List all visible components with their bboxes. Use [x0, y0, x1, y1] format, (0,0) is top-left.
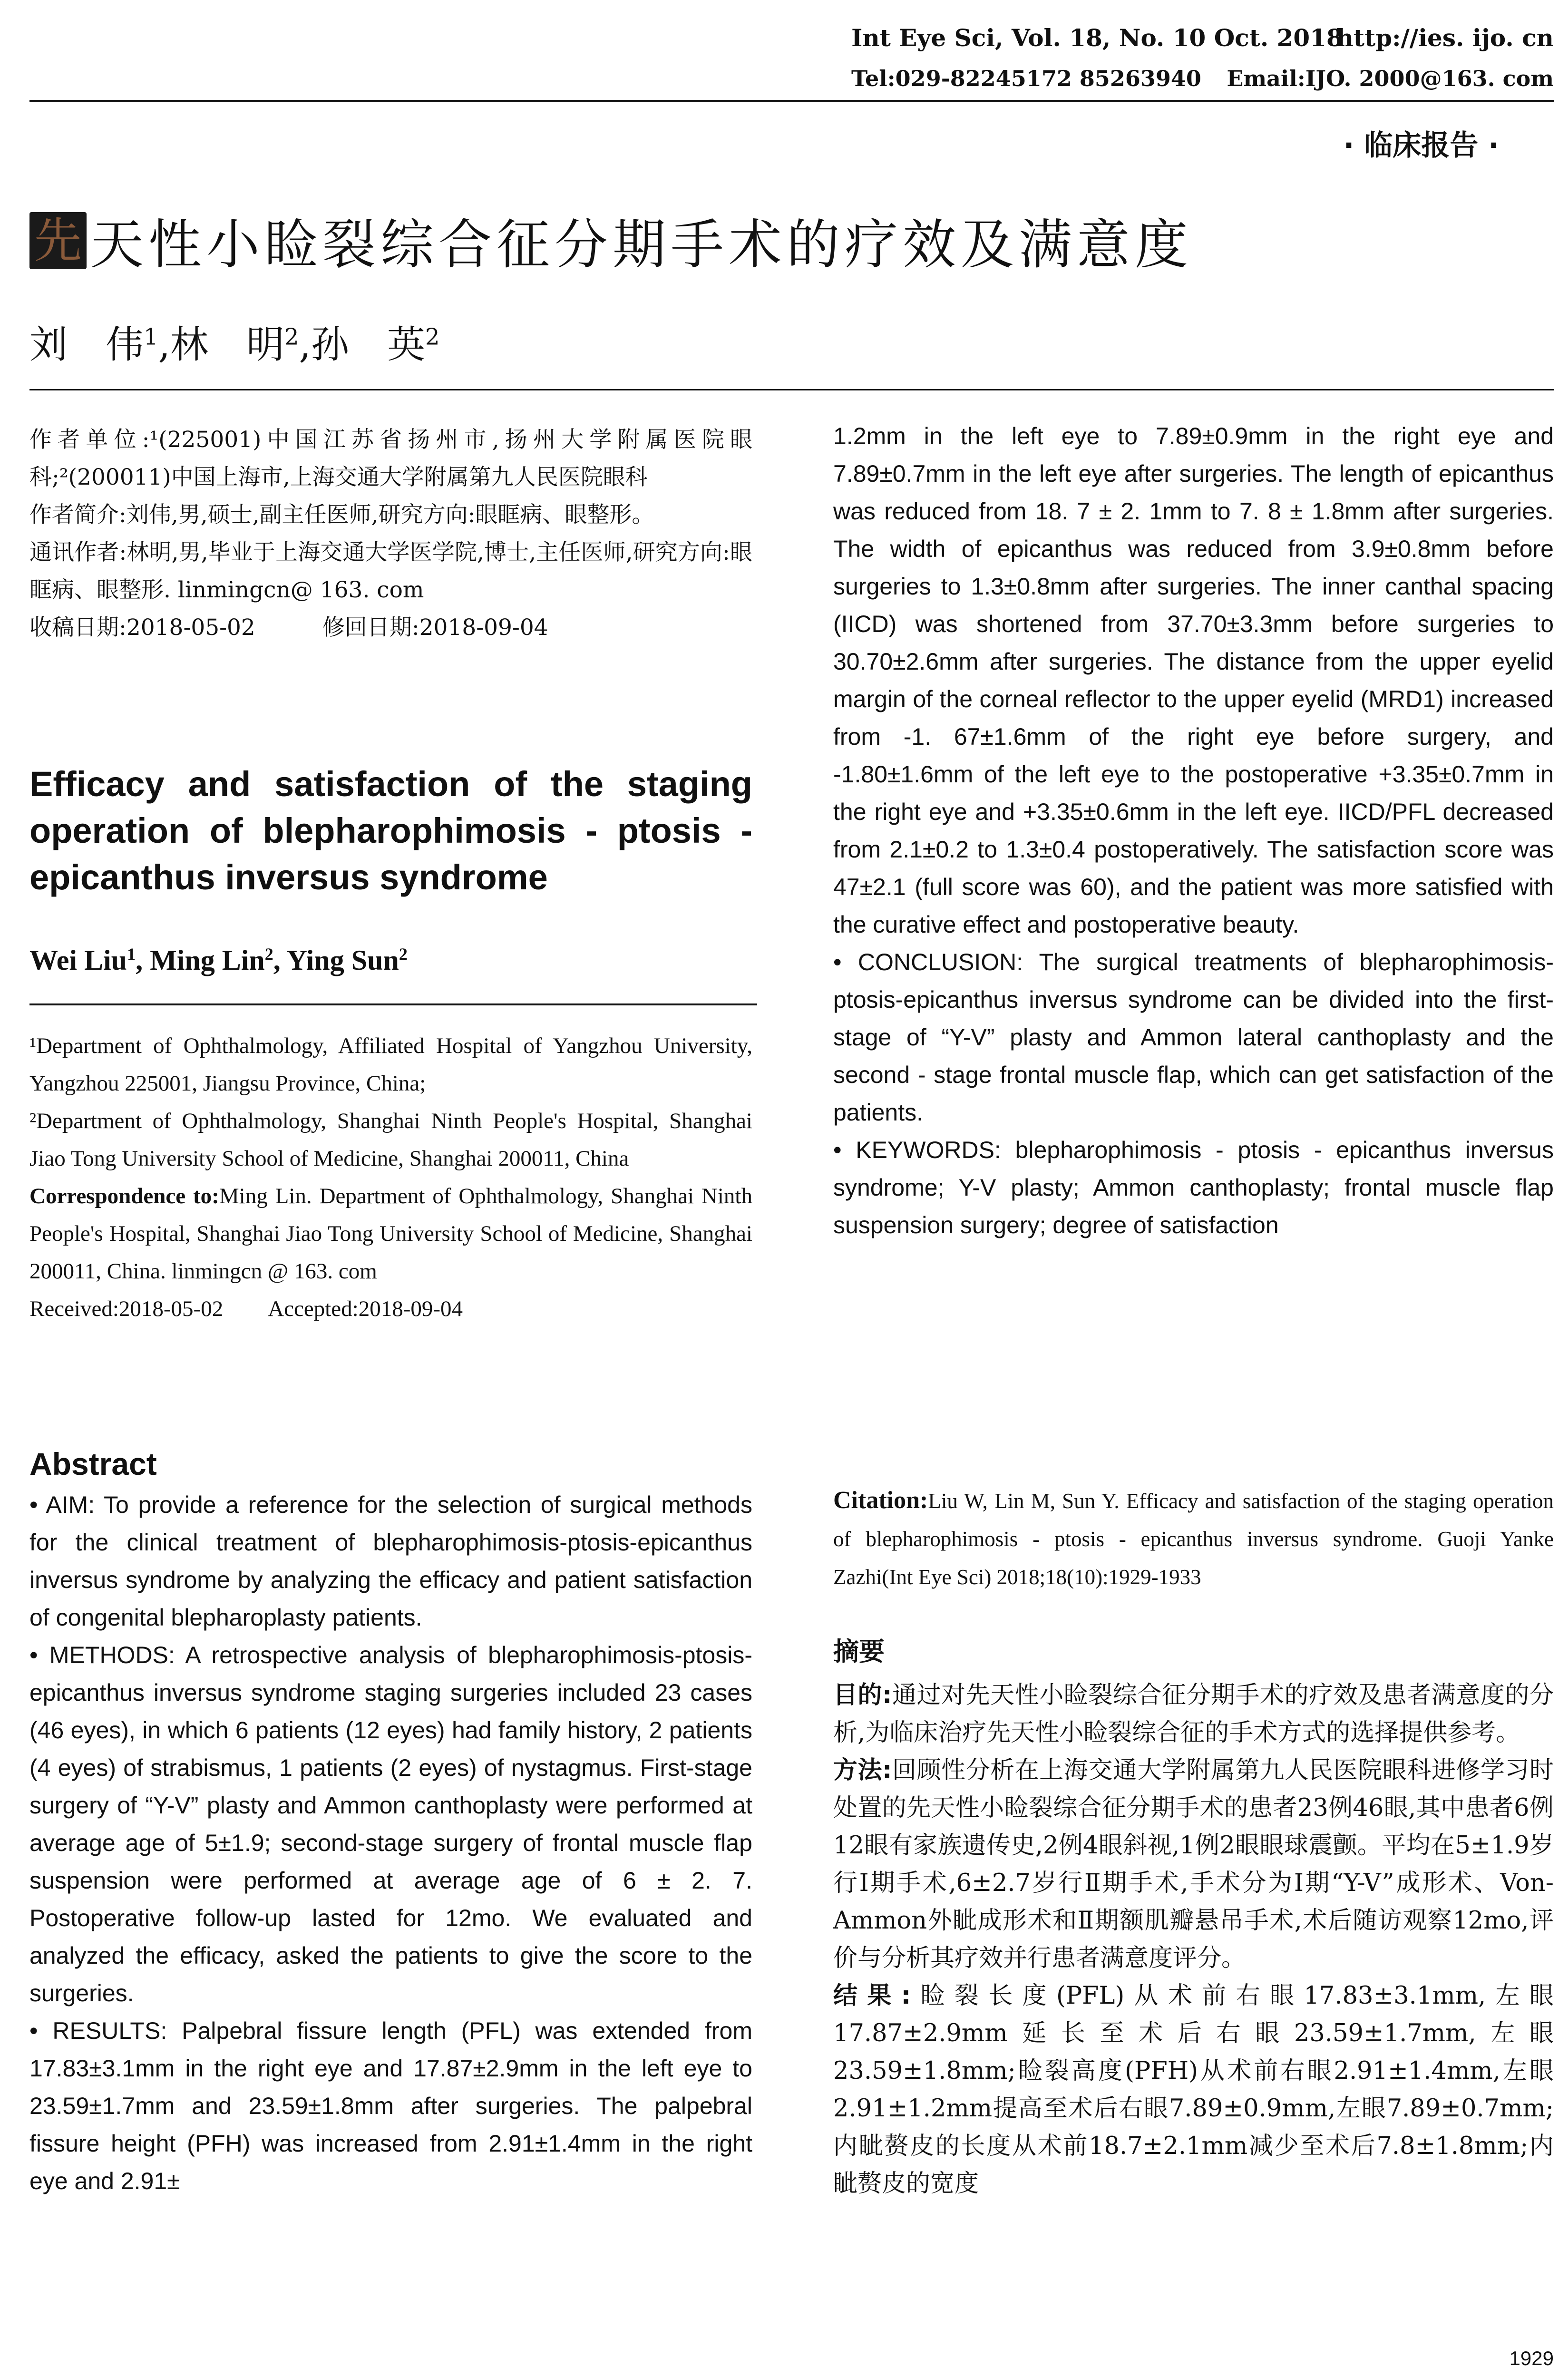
title-initial-block	[29, 212, 87, 269]
author-divider	[29, 389, 1554, 390]
en-author-affil: 2	[399, 945, 408, 964]
cn-author-affil: 2	[425, 323, 440, 351]
header-divider	[29, 100, 1554, 102]
abstract-keywords: • KEYWORDS: blepharophimosis - ptosis - epicanthus inversus syndrome; Y-V plasty; Ammon canthoplasty; frontal muscle flap suspension surgery; degree of satisfaction	[833, 1137, 1554, 1238]
cn-affiliation-unit: 作者单位:¹(225001)中国江苏省扬州市,扬州大学附属医院眼科;²(200011)中国上海市,上海交通大学附属第九人民医院眼科	[29, 427, 752, 490]
cn-author-name: 刘 伟	[29, 322, 144, 367]
cn-dates: 收稿日期:2018-05-02 修回日期:2018-09-04	[29, 614, 548, 641]
cn-aim-label: 目的:	[833, 1681, 892, 1709]
en-correspondence-text: Ming Lin. Department of Ophthalmology, Shanghai Ninth People's Hospital, Shanghai Jiao Tong University School of Medicine, Shanghai 200011, China. linmingcn @ 163. com	[29, 1184, 752, 1284]
en-affiliation-block	[29, 1027, 752, 1328]
cn-author-sep: ,	[158, 322, 170, 367]
abstract-results-part2: 1.2mm in the left eye to 7.89±0.9mm in the right eye and 7.89±0.7mm in the left eye after surgeries. The length of epicanthus was reduced from 18. 7 ± 2. 1mm to 7. 8 ± 1.8mm after surgeries. The width of epicanthus was reduced from 3.9±0.8mm before surgeries to 1.3±0.8mm after surgeries. The inner canthal spacing (IICD) was shortened from 37.70±3.3mm before surgeries to 30.70±2.6mm after surgeries. The distance from the upper eyelid margin of the corneal reflector to the upper eyelid (MRD1) increased from -1. 67±1.6mm of the right eye before surgery, and -1.80±1.6mm of the left eye to the postoperative +3.35±0.7mm in the right eye and +3.35±0.6mm in the left eye. IICD/PFL decreased from 2.1±0.2 to 1.3±0.4 postoperatively. The satisfaction score was 47±2.1 (full score was 60), and the patient was more satisfied with the curative effect and postoperative beauty.	[833, 423, 1554, 938]
en-affiliation-dept2: ²Department of Ophthalmology, Shanghai Ninth People's Hospital, Shanghai Jiao Tong University School of Medicine, Shanghai 200011, China	[29, 1109, 752, 1171]
cn-abstract-results	[833, 1977, 1554, 2202]
abstract-results-part1: • RESULTS: Palpebral fissure length (PFL) was extended from 17.83±3.1mm in the right eye and 17.87±2.9mm in the left eye to 23.59±1.7mm and 23.59±1.8mm after surgeries. The palpebral fissure height (PFH) was increased from 2.91±1.4mm in the right eye and 2.91±	[29, 2017, 752, 2194]
abstract-heading: Abstract	[29, 1446, 157, 1481]
en-correspondence-label: Correspondence to:	[29, 1184, 219, 1208]
cn-author-name: 孙 英	[311, 322, 425, 367]
cn-author-bio: 作者简介:刘伟,男,硕士,副主任医师,研究方向:眼眶病、眼整形。	[29, 502, 654, 528]
en-author-sep: ,	[136, 945, 150, 976]
en-affiliation-dept1: ¹Department of Ophthalmology, Affiliated Hospital of Yangzhou University, Yangzhou 225001, Jiangsu Province, China;	[29, 1033, 752, 1096]
cn-methods-label: 方法:	[833, 1756, 892, 1784]
title-initial-char: 先	[34, 212, 82, 268]
en-correspondence	[29, 1178, 752, 1290]
cn-author-list	[29, 314, 440, 369]
abstract-conclusion: • CONCLUSION: The surgical treatments of blepharophimosis-ptosis-epicanthus inversus syndrome can be divided into the first-stage of “Y-V” plasty and Ammon lateral canthoplasty and the second - stage frontal muscle flap, which can get satisfaction of the patients.	[833, 949, 1554, 1126]
en-author-name: Ying Sun	[286, 945, 399, 976]
abstract-aim: • AIM: To provide a reference for the selection of surgical methods for the clinical treatment of blepharophimosis-ptosis-epicanthus inversus syndrome by analyzing the efficacy and patient satisfaction of congenital blepharoplasty patients.	[29, 1491, 752, 1631]
page-number: 1929	[1509, 2347, 1554, 2369]
en-author-name: Wei Liu	[29, 945, 127, 976]
en-author-affil: 2	[264, 945, 273, 964]
cn-author-sep: ,	[299, 322, 311, 367]
abstract-methods: • METHODS: A retrospective analysis of blepharophimosis-ptosis-epicanthus inversus syndrome staging surgeries included 23 cases (46 eyes), in which 6 patients (12 eyes) had family history, 2 patients (4 eyes) of strabismus, 1 patients (2 eyes) of nystagmus. First-stage surgery of “Y-V” plasty and Ammon canthoplasty were performed at average age of 5±1.9; second-stage surgery of frontal muscle flap suspension were performed at average age of 6 ± 2. 7. Postoperative follow-up lasted for 12mo. We evaluated and analyzed the efficacy, asked the patients to give the score to the surgeries.	[29, 1642, 752, 2007]
abstract-left-column	[29, 1486, 752, 2200]
cn-author-affil: 2	[284, 323, 299, 351]
journal-citation-header: Int Eye Sci, Vol. 18, No. 10 Oct. 2018	[851, 24, 1343, 52]
citation-block	[833, 1481, 1554, 1596]
en-author-affil: 1	[127, 945, 136, 964]
title-text: 天性小睑裂综合征分期手术的疗效及满意度	[90, 214, 1193, 276]
cn-correspondence: 通讯作者:林明,男,毕业于上海交通大学医学院,博士,主任医师,研究方向:眼眶病、眼整形. linmingcn@ 163. com	[29, 539, 752, 603]
cn-abstract-aim	[833, 1676, 1554, 1752]
journal-telephone: Tel:029-82245172 85263940	[851, 66, 1201, 91]
cn-results-text: 睑裂长度(PFL)从术前右眼17.83±3.1mm,左眼17.87±2.9mm延长至术后右眼23.59±1.7mm,左眼23.59±1.8mm;睑裂高度(PFH)从术前右眼2.91±1.4mm,左眼2.91±1.2mm提高至术后右眼7.89±0.9mm,左眼7.89±0.7mm;内眦赘皮的长度从术前18.7±2.1mm减少至术后7.8±1.8mm;内眦赘皮的宽度	[833, 1982, 1554, 2198]
cn-results-label: 结果:	[833, 1982, 911, 2010]
journal-email: Email:IJO. 2000@163. com	[1227, 66, 1554, 91]
citation-label: Citation:	[833, 1487, 928, 1514]
cn-abstract-body	[833, 1676, 1554, 2202]
cn-aim-text: 通过对先天性小睑裂综合征分期手术的疗效及患者满意度的分析,为临床治疗先天性小睑裂综合征的手术方式的选择提供参考。	[833, 1681, 1554, 1747]
cn-methods-text: 回顾性分析在上海交通大学附属第九人民医院眼科进修学习时处置的先天性小睑裂综合征分期手术的患者23例46眼,其中患者6例12眼有家族遗传史,2例4眼斜视,1例2眼眼球震颤。平均在5±1.9岁行Ⅰ期手术,6±2.7岁行Ⅱ期手术,手术分为Ⅰ期“Y-V”成形术、Von-Ammon外眦成形术和Ⅱ期额肌瓣悬吊手术,术后随访观察12mo,评价与分析其疗效并行患者满意度评分。	[833, 1756, 1554, 1972]
journal-url: http://ies. ijo. cn	[1336, 24, 1554, 52]
cn-author-affil: 1	[144, 323, 158, 351]
en-author-divider	[29, 1003, 757, 1005]
cn-affiliation-block	[29, 421, 752, 646]
cn-abstract-methods	[833, 1752, 1554, 1977]
cn-author-name: 林 明	[170, 322, 284, 367]
en-title: Efficacy and satisfaction of the staging operation of blepharophimosis - ptosis - epicanthus inversus syndrome	[29, 764, 752, 897]
en-dates: Received:2018-05-02 Accepted:2018-09-04	[29, 1296, 463, 1321]
citation-text: Liu W, Lin M, Sun Y. Efficacy and satisfaction of the staging operation of blepharophimosis - ptosis - epicanthus inversus syndrome. Guoji Yanke Zazhi(Int Eye Sci) 2018;18(10):1929-1933	[833, 1489, 1554, 1589]
article-title	[29, 202, 1193, 279]
cn-abstract-heading: 摘要	[833, 1637, 885, 1666]
en-author-name: Ming Lin	[150, 945, 265, 976]
abstract-right-column	[833, 418, 1554, 1244]
en-author-list	[29, 944, 752, 977]
section-tag: · 临床报告 ·	[1343, 129, 1499, 162]
en-author-sep: ,	[273, 945, 287, 976]
